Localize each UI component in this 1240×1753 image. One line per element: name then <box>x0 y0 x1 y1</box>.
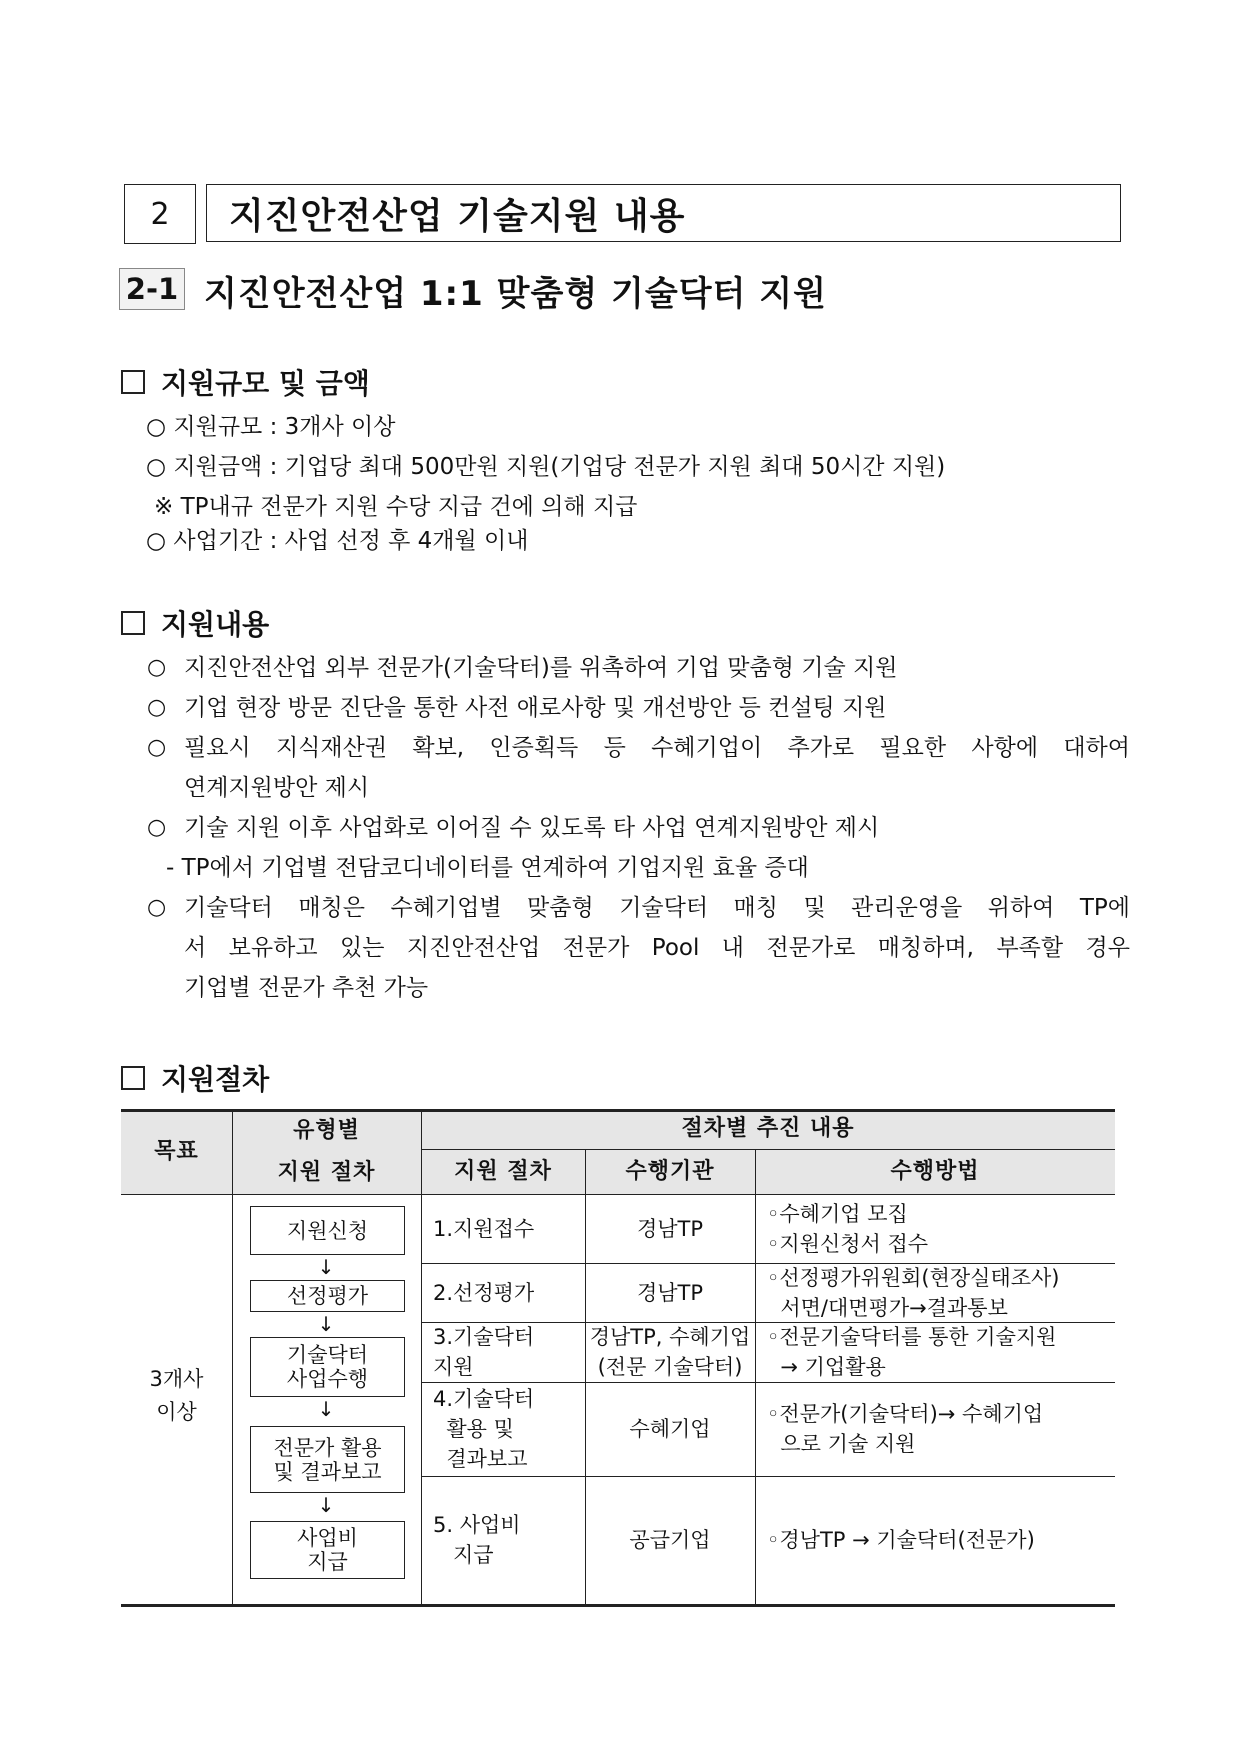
checkbox-square-icon <box>121 370 145 394</box>
section-title: 지진안전산업 기술지원 내용 <box>206 184 1121 242</box>
content-item-cont: 기업별 전문가 추천 가능 <box>184 975 429 1001</box>
content-item-cont: 서 보유하고 있는 지진안전산업 전문가 Pool 내 전문가로 매칭하며, 부족할 경우 <box>184 935 1130 961</box>
header-type-line2: 지원 절차 <box>277 1159 376 1185</box>
row-agency: 수혜기업 <box>629 1417 711 1441</box>
row-step: 3.기술닥터 지원 <box>433 1325 535 1379</box>
header-goal: 목표 <box>154 1138 199 1164</box>
scale-item: ○ 사업기간 : 사업 선정 후 4개월 이내 <box>146 528 529 554</box>
heading-scale <box>121 362 370 402</box>
goal-value-line1: 3개사 <box>149 1367 204 1391</box>
row-step: 4.기술닥터 활용 및 결과보고 <box>433 1387 535 1471</box>
content-item: 지진안전산업 외부 전문가(기술닥터)를 위촉하여 기업 맞춤형 기술 지원 <box>184 655 898 681</box>
bullet-circle-icon: ○ <box>147 815 167 840</box>
flow-step-evaluate: 선정평가 <box>250 1280 405 1312</box>
flow-step-execute: 기술닥터 사업수행 <box>250 1337 405 1397</box>
content-subitem: - TP에서 기업별 전담코디네이터를 연계하여 기업지원 효율 증대 <box>166 855 809 881</box>
subsection-number: 2-1 <box>119 268 185 310</box>
row-agency: 경남TP, 수혜기업 (전문 기술닥터) <box>589 1325 751 1379</box>
row-method: ◦선정평가위원회(현장실태조사) 서면/대면평가→결과통보 <box>767 1265 1060 1320</box>
table-line <box>755 1149 756 1604</box>
heading-scale-text: 지원규모 및 금액 <box>161 367 370 400</box>
subsection-title: 지진안전산업 1:1 맞춤형 기술닥터 지원 <box>204 274 827 314</box>
flow-step-payment: 사업비 지급 <box>250 1521 405 1579</box>
header-type-line1: 유형별 <box>293 1118 360 1143</box>
row-step: 2.선정평가 <box>433 1280 535 1305</box>
content-item: 필요시 지식재산권 확보, 인증획득 등 수혜기업이 추가로 필요한 사항에 대하여 <box>184 735 1130 761</box>
flow-step-apply: 지원신청 <box>250 1206 405 1255</box>
header-method: 수행방법 <box>890 1158 980 1184</box>
flow-step-report: 전문가 활용 및 결과보고 <box>250 1426 405 1493</box>
row-agency: 공급기업 <box>629 1528 711 1552</box>
scale-item: ○ 지원규모 : 3개사 이상 <box>146 414 396 440</box>
content-item: 기술 지원 이후 사업화로 이어질 수 있도록 타 사업 연계지원방안 제시 <box>184 815 880 841</box>
section-number: 2 <box>124 184 196 244</box>
header-agency: 수행기관 <box>625 1158 715 1184</box>
heading-procedure-text: 지원절차 <box>161 1063 270 1096</box>
procedure-table <box>121 1109 1115 1609</box>
heading-content <box>121 603 269 643</box>
row-agency: 경남TP <box>636 1216 704 1241</box>
arrow-down-icon: ↓ <box>317 1255 335 1279</box>
row-step: 1.지원접수 <box>433 1216 535 1241</box>
row-step: 5. 사업비 지급 <box>433 1513 521 1567</box>
header-detail: 절차별 추진 내용 <box>681 1116 855 1141</box>
content-item: 기업 현장 방문 진단을 통한 사전 애로사항 및 개선방안 등 컨설팅 지원 <box>184 695 887 721</box>
row-method: ◦경남TP → 기술닥터(전문가) <box>767 1528 1035 1552</box>
header-step: 지원 절차 <box>454 1158 552 1184</box>
heading-procedure <box>121 1058 269 1098</box>
row-method: ◦수혜기업 모집 ◦지원신청서 접수 <box>767 1201 929 1256</box>
checkbox-square-icon <box>121 611 145 635</box>
bullet-circle-icon: ○ <box>147 735 167 760</box>
bullet-circle-icon: ○ <box>147 895 167 920</box>
table-bottom-border <box>121 1604 1115 1607</box>
content-item: 기술닥터 매칭은 수혜기업별 맞춤형 기술닥터 매칭 및 관리운영을 위하여 TP에 <box>184 895 1130 921</box>
row-method: ◦전문기술닥터를 통한 기술지원 → 기업활용 <box>767 1325 1057 1379</box>
goal-value-line2: 이상 <box>156 1400 197 1424</box>
scale-item: ○ 지원금액 : 기업당 최대 500만원 지원(기업당 전문가 지원 최대 50시간 지원) <box>146 454 946 480</box>
scale-note: ※ TP내규 전문가 지원 수당 지급 건에 의해 지급 <box>154 494 638 520</box>
bullet-circle-icon: ○ <box>147 655 167 680</box>
row-method: ◦전문가(기술닥터)→ 수혜기업 으로 기술 지원 <box>767 1402 1044 1456</box>
checkbox-square-icon <box>121 1066 145 1090</box>
arrow-down-icon: ↓ <box>317 1312 335 1336</box>
arrow-down-icon: ↓ <box>317 1397 335 1421</box>
arrow-down-icon: ↓ <box>317 1493 335 1517</box>
bullet-circle-icon: ○ <box>147 695 167 720</box>
heading-content-text: 지원내용 <box>161 608 270 641</box>
content-item-cont: 연계지원방안 제시 <box>184 775 370 801</box>
row-agency: 경남TP <box>636 1280 704 1305</box>
